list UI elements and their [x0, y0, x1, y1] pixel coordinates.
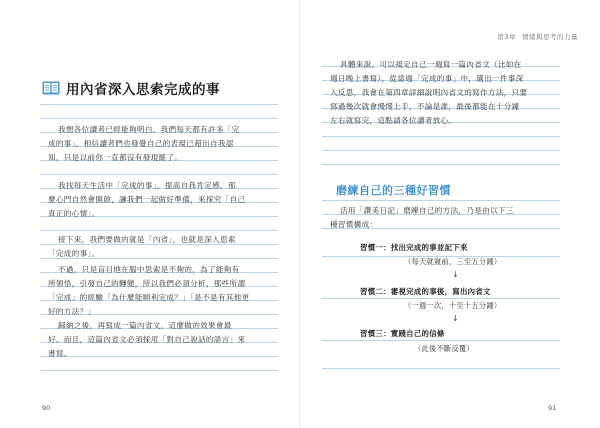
habit-note: （每天就寢前，三至五分鐘）	[404, 257, 502, 266]
habit-step: 習慣二：審視完成的事後，寫出內省文	[360, 287, 491, 296]
body-line: 好的方法？」	[48, 307, 96, 316]
body-line: 具體來說，可以規定自己一週寫一篇內省文（比如在	[340, 60, 522, 69]
page-number-left: 90	[42, 404, 51, 412]
body-line: 真正的心情」。	[48, 209, 100, 218]
body-line: 我找每天生活中「完成的事」，提高自我肯定感，那	[58, 181, 236, 190]
sub-heading: 磨練自己的三種好習慣	[336, 184, 451, 197]
body-line: 麼心門自然會開啟，讓我們一起做好準備，來探究「自己	[48, 195, 246, 204]
down-arrow-icon: ↓	[452, 314, 459, 323]
ruled-line	[40, 118, 278, 119]
ruled-line	[40, 104, 278, 105]
body-line: 週日晚上書寫），從當週「完成的事」中，選出一件事深	[330, 74, 524, 83]
body-line: 知，只是以前你一直都沒有發現罷了。	[48, 153, 183, 162]
ruled-line	[322, 368, 560, 369]
book-gutter	[299, 0, 301, 428]
body-line: 種習慣構成：	[330, 220, 378, 229]
body-line: 活用「讚美日記」磨練自己的方法，乃是由以下三	[340, 206, 514, 215]
body-line: 接下來，我們要做的就是「內省」，也就是深入思索	[58, 235, 236, 244]
ruled-line	[322, 200, 560, 201]
habit-step: 習慣三：實踐自己的信條	[360, 329, 445, 338]
running-header	[491, 32, 578, 41]
ruled-line	[40, 370, 278, 371]
habit-note: （此後不斷反覆）	[414, 344, 474, 353]
body-line: 「完成的事」。	[48, 249, 100, 258]
open-book-icon	[42, 81, 60, 95]
chapter-label: 第3章	[497, 33, 516, 41]
section-title: 用內省深入思索完成的事	[66, 82, 220, 98]
ruled-line	[40, 356, 278, 357]
ruled-line	[322, 136, 560, 137]
body-line: 所領悟，引發自己的轉變，所以我們必須分析，那些所謂	[48, 279, 246, 288]
ruled-line	[40, 230, 278, 231]
chapter-title: 情緒與思考的力量	[522, 33, 578, 41]
section-heading	[42, 78, 220, 98]
body-line: 左右就寫完，這點請各位讀者放心。	[330, 116, 457, 125]
body-line: 我想各位讀者已經能夠明白，我們每天都有許多「完	[58, 125, 240, 134]
habit-note: （一週一次，十至十五分鐘）	[404, 301, 502, 310]
ruled-line	[322, 340, 560, 341]
body-line: 入反思，我會在第四章詳細說明內省文的寫作方法，只要	[330, 88, 528, 97]
body-line: 成的事」，相信讀者們也發覺自己的表現已超出自我認	[48, 139, 234, 148]
body-line: 書寫。	[48, 349, 72, 358]
body-line: 好。而且，這篇內省文必須採用「對自己說話的語言」來	[48, 335, 246, 344]
body-line: 不過，只是盲目地在腦中思索是不夠的，為了能夠有	[58, 265, 240, 274]
ruled-line	[40, 174, 278, 175]
body-line: 寫過幾次就會慢慢上手，不論是誰，最後都能在十分鐘	[330, 102, 520, 111]
ruled-line	[322, 164, 560, 165]
down-arrow-icon: ↓	[452, 270, 459, 279]
ruled-line	[322, 298, 560, 299]
body-line: 歸納之後，再寫成一篇內省文，這麼做的效果會最	[58, 321, 232, 330]
ruled-line	[322, 150, 560, 151]
page-number-right: 91	[548, 404, 557, 412]
body-line: 「完成」的經驗「為什麼能順利完成？」「是不是有其他更	[48, 293, 250, 302]
habit-step: 習慣一：找出完成的事並記下來	[360, 243, 468, 252]
